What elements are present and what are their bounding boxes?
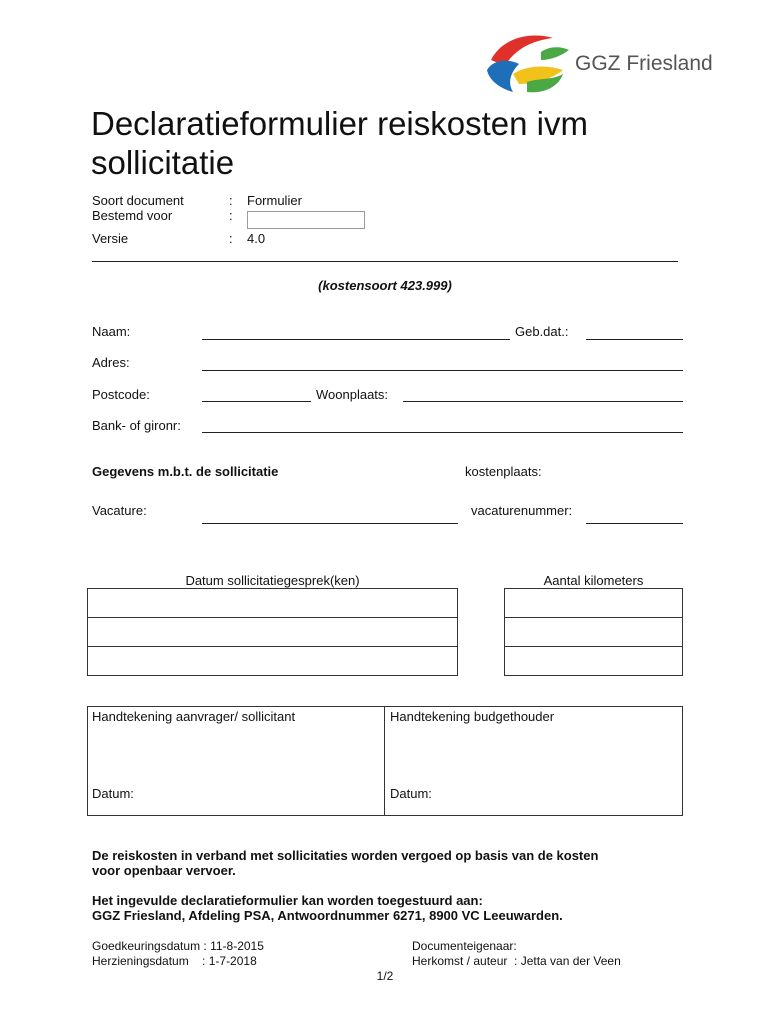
datum-cell[interactable] [87, 617, 458, 647]
logo-mark-icon [483, 30, 573, 96]
gebdat-field[interactable] [586, 339, 683, 340]
colon: : [229, 231, 233, 246]
versie-value: 4.0 [247, 231, 266, 246]
naam-field[interactable] [202, 339, 510, 340]
aanvrager-label: Handtekening aanvrager/ sollicitant [92, 709, 296, 724]
datum-right-label: Datum: [390, 786, 432, 801]
footer-goedkeuring: Goedkeuringsdatum : 11-8-2015 [92, 939, 264, 953]
kostensoort-label: (kostensoort 423.999) [318, 278, 452, 293]
woonplaats-label: Woonplaats: [316, 387, 389, 402]
aanvrager-signature-area[interactable] [88, 726, 383, 784]
note-line: De reiskosten in verband met sollicitaties worden vergoed op basis van de kosten [92, 848, 599, 863]
km-cell[interactable] [504, 588, 683, 618]
woonplaats-field[interactable] [403, 401, 683, 402]
datum-left-label: Datum: [92, 786, 134, 801]
header-divider [92, 261, 678, 262]
km-header: Aantal kilometers [543, 573, 644, 588]
datum-cell[interactable] [87, 588, 458, 618]
postcode-field[interactable] [202, 401, 311, 402]
datum-header: Datum sollicitatiegesprek(ken) [185, 573, 360, 588]
km-cell[interactable] [504, 646, 683, 676]
budgethouder-label: Handtekening budgethouder [390, 709, 555, 724]
kostenplaats-label: kostenplaats: [465, 464, 542, 479]
sollicitatie-heading: Gegevens m.b.t. de sollicitatie [92, 464, 279, 479]
colon: : [229, 193, 233, 208]
bestemd-label: Bestemd voor [92, 208, 173, 223]
km-cell[interactable] [504, 617, 683, 647]
vacaturenummer-label: vacaturenummer: [471, 503, 573, 518]
footer-herziening: Herzieningsdatum : 1-7-2018 [92, 954, 257, 968]
ggz-logo [483, 30, 713, 100]
logo-text: GGZ Friesland [575, 52, 713, 75]
budgethouder-signature-area[interactable] [386, 726, 682, 784]
signature-divider [384, 706, 385, 816]
page-title: Declaratieformulier reiskosten ivm sollicitatie [91, 105, 588, 181]
bank-field[interactable] [202, 432, 683, 433]
soort-label: Soort document [92, 193, 184, 208]
vacature-label: Vacature: [92, 503, 147, 518]
page-number: 1/2 [376, 969, 394, 983]
datum-cell[interactable] [87, 646, 458, 676]
soort-value: Formulier [247, 193, 302, 208]
vacaturenummer-field[interactable] [586, 523, 683, 524]
adres-label: Adres: [92, 355, 130, 370]
colon: : [229, 208, 233, 223]
bestemd-voor-input[interactable] [247, 211, 365, 229]
naam-label: Naam: [92, 324, 131, 339]
note-line: voor openbaar vervoer. [92, 863, 236, 878]
footer-herkomst: Herkomst / auteur : Jetta van der Veen [412, 954, 621, 968]
vacature-field[interactable] [202, 523, 458, 524]
note-line: Het ingevulde declaratieformulier kan worden toegestuurd aan: [92, 893, 483, 908]
adres-field[interactable] [202, 370, 683, 371]
versie-label: Versie [92, 231, 129, 246]
footer-eigenaar: Documenteigenaar: [412, 939, 517, 953]
gebdat-label: Geb.dat.: [515, 324, 569, 339]
postcode-label: Postcode: [92, 387, 150, 402]
bank-label: Bank- of gironr: [92, 418, 181, 433]
note-line: GGZ Friesland, Afdeling PSA, Antwoordnummer 6271, 8900 VC Leeuwarden. [92, 908, 563, 923]
